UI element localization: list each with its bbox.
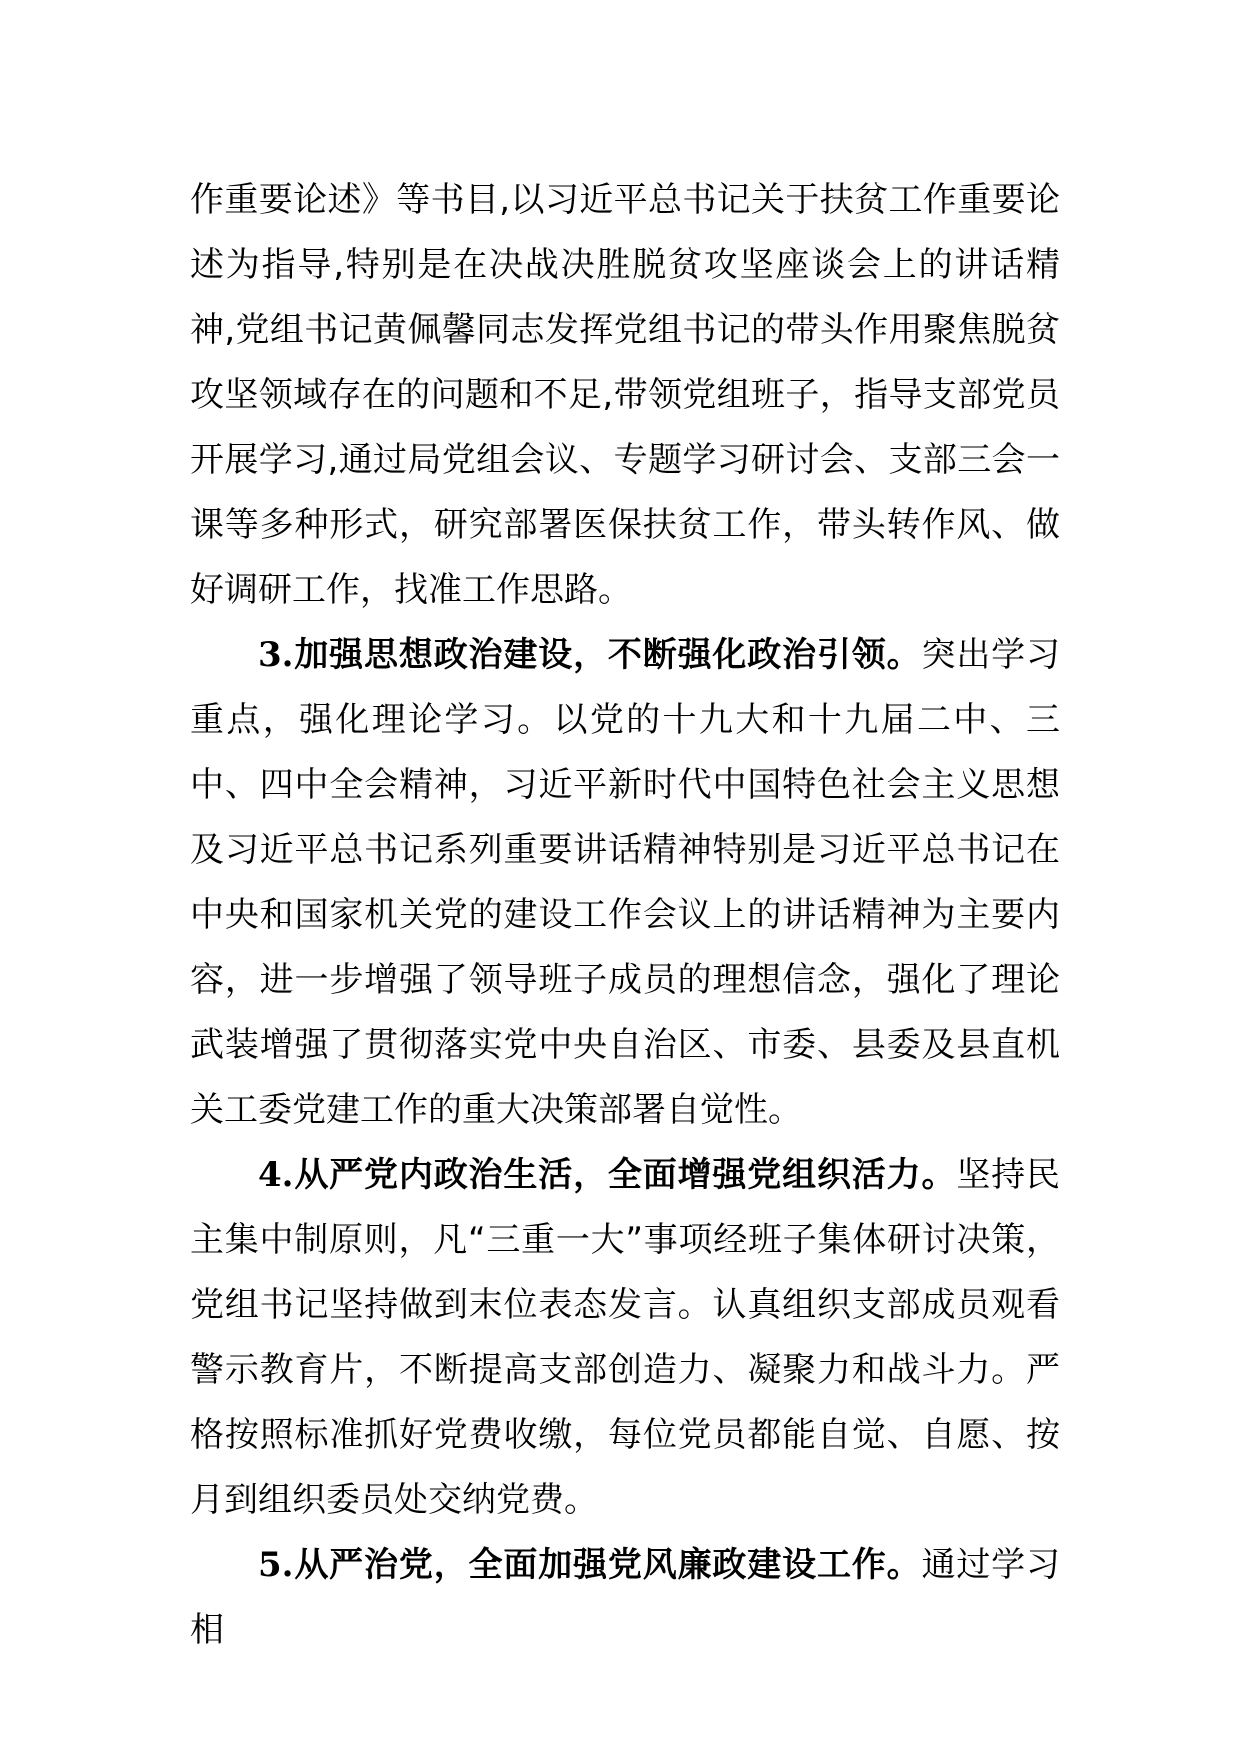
heading-number: 4. bbox=[258, 1155, 294, 1195]
heading-number: 3. bbox=[258, 635, 294, 675]
paragraph-party-life bbox=[190, 1143, 1060, 1533]
heading-text: 从严治党，全面加强党风廉政建设工作。 bbox=[293, 1545, 922, 1585]
paragraph-clean-governance bbox=[190, 1533, 1060, 1663]
paragraph-body: 通过学习相 bbox=[190, 1545, 1061, 1650]
heading-text: 加强思想政治建设，不断强化政治引领。 bbox=[293, 635, 922, 675]
paragraph-heading bbox=[258, 1155, 956, 1195]
paragraph-continuation bbox=[190, 168, 1060, 623]
paragraph-body: 突出学习重点，强化理论学习。以党的十九大和十九届二中、三中、四中全会精神，习近平新时代中国特色社会主义思想及习近平总书记系列重要讲话精神特别是习近平总书记在中央和国家机关党的建设工作会议上的讲话精神为主要内容，进一步增强了领导班子成员的理想信念，强化了理论武装增强了贯彻落实党中央自治区、市委、县委及县直机关工委党建工作的重大决策部署自觉性。 bbox=[190, 635, 1061, 1130]
paragraph-heading bbox=[258, 1545, 921, 1585]
heading-text: 从严党内政治生活，全面增强党组织活力。 bbox=[293, 1155, 957, 1195]
paragraph-political-construction bbox=[190, 623, 1060, 1143]
document-body bbox=[190, 168, 1060, 1663]
paragraph-body: 坚持民主集中制原则，凡“三重一大”事项经班子集体研讨决策，党组书记坚持做到末位表态发言。认真组织支部成员观看警示教育片，不断提高支部创造力、凝聚力和战斗力。严格按照标准抓好党费收缴，每位党员都能自觉、自愿、按月到组织委员处交纳党费。 bbox=[190, 1155, 1061, 1520]
heading-number: 5. bbox=[258, 1545, 294, 1585]
paragraph-body: 作重要论述》等书目,以习近平总书记关于扶贫工作重要论述为指导,特别是在决战决胜脱贫攻坚座谈会上的讲话精神,党组书记黄佩馨同志发挥党组书记的带头作用聚焦脱贫攻坚领域存在的问题和不足,带领党组班子，指导支部党员开展学习,通过局党组会议、专题学习研讨会、支部三会一课等多种形式，研究部署医保扶贫工作，带头转作风、做好调研工作，找准工作思路。 bbox=[190, 180, 1060, 610]
paragraph-heading bbox=[258, 635, 921, 675]
